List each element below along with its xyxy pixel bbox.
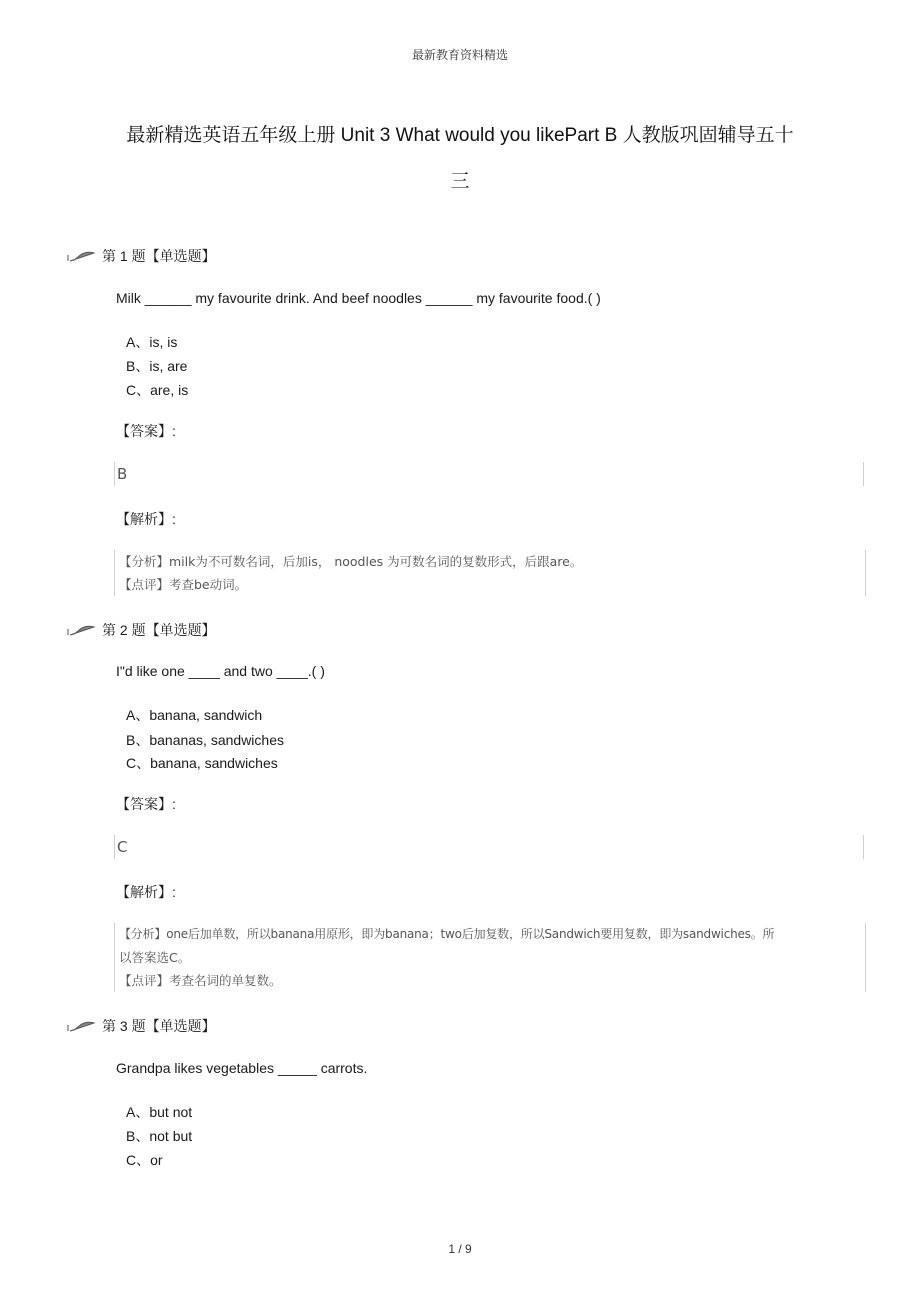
analysis-line: 以答案选C。 bbox=[119, 950, 191, 965]
question-2-option-a: A、banana, sandwich bbox=[126, 707, 263, 723]
question-1-label: 第 1 题【单选题】 bbox=[102, 248, 216, 264]
question-3-header bbox=[66, 1016, 216, 1036]
quill-icon bbox=[66, 623, 96, 637]
question-2-text: I"d like one ____ and two ____.( ) bbox=[116, 663, 325, 679]
quill-icon bbox=[66, 1019, 96, 1033]
question-2-answer: C bbox=[117, 838, 128, 856]
quill-icon bbox=[66, 249, 96, 263]
question-2-header bbox=[66, 620, 216, 640]
question-3-label: 第 3 题【单选题】 bbox=[102, 1018, 216, 1034]
question-1-option-a: A、is, is bbox=[126, 334, 178, 350]
question-2-option-c: C、banana, sandwiches bbox=[126, 755, 278, 771]
page-number: 1 / 9 bbox=[448, 1242, 472, 1256]
question-3-option-b: B、not but bbox=[126, 1128, 193, 1144]
question-1-text: Milk ______ my favourite drink. And beef noodles ______ my favourite food.( ) bbox=[116, 290, 601, 306]
question-1-header bbox=[66, 246, 216, 266]
question-1-analysis-box bbox=[114, 550, 866, 596]
question-2-answer-label: 【答案】: bbox=[116, 796, 176, 812]
question-1-answer-box bbox=[114, 462, 864, 486]
question-1-answer: B bbox=[117, 465, 128, 483]
page-header: 最新教育资料精选 bbox=[411, 48, 508, 62]
question-2-answer-box bbox=[114, 835, 864, 859]
question-1-analysis-label: 【解析】: bbox=[116, 511, 176, 527]
question-3-text: Grandpa likes vegetables _____ carrots. bbox=[116, 1060, 368, 1076]
question-1-answer-label: 【答案】: bbox=[116, 423, 176, 439]
document-title-line-1: 最新精选英语五年级上册 Unit 3 What would you likePart B 人教版巩固辅导五十 bbox=[126, 125, 794, 146]
analysis-line: 【分析】one后加单数，所以banana用原形，即为banana；two后加复数，所以Sandwich要用复数，即为sandwiches。所 bbox=[119, 927, 775, 941]
question-2-analysis-box bbox=[114, 923, 866, 992]
question-2-option-b: B、bananas, sandwiches bbox=[126, 732, 284, 748]
question-2-label: 第 2 题【单选题】 bbox=[102, 622, 216, 638]
analysis-line: 【分析】milk为不可数名词，后加is， noodles 为可数名词的复数形式，后跟are。 bbox=[119, 554, 583, 569]
question-1-option-b: B、is, are bbox=[126, 358, 188, 374]
question-1-option-c: C、are, is bbox=[126, 382, 189, 398]
question-3-option-c: C、or bbox=[126, 1152, 163, 1168]
analysis-line: 【点评】考查be动词。 bbox=[119, 577, 248, 592]
analysis-line: 【点评】考查名词的单复数。 bbox=[119, 973, 282, 988]
question-3-option-a: A、but not bbox=[126, 1104, 193, 1120]
document-title-line-2: 三 bbox=[450, 171, 470, 192]
question-2-analysis-label: 【解析】: bbox=[116, 884, 176, 900]
